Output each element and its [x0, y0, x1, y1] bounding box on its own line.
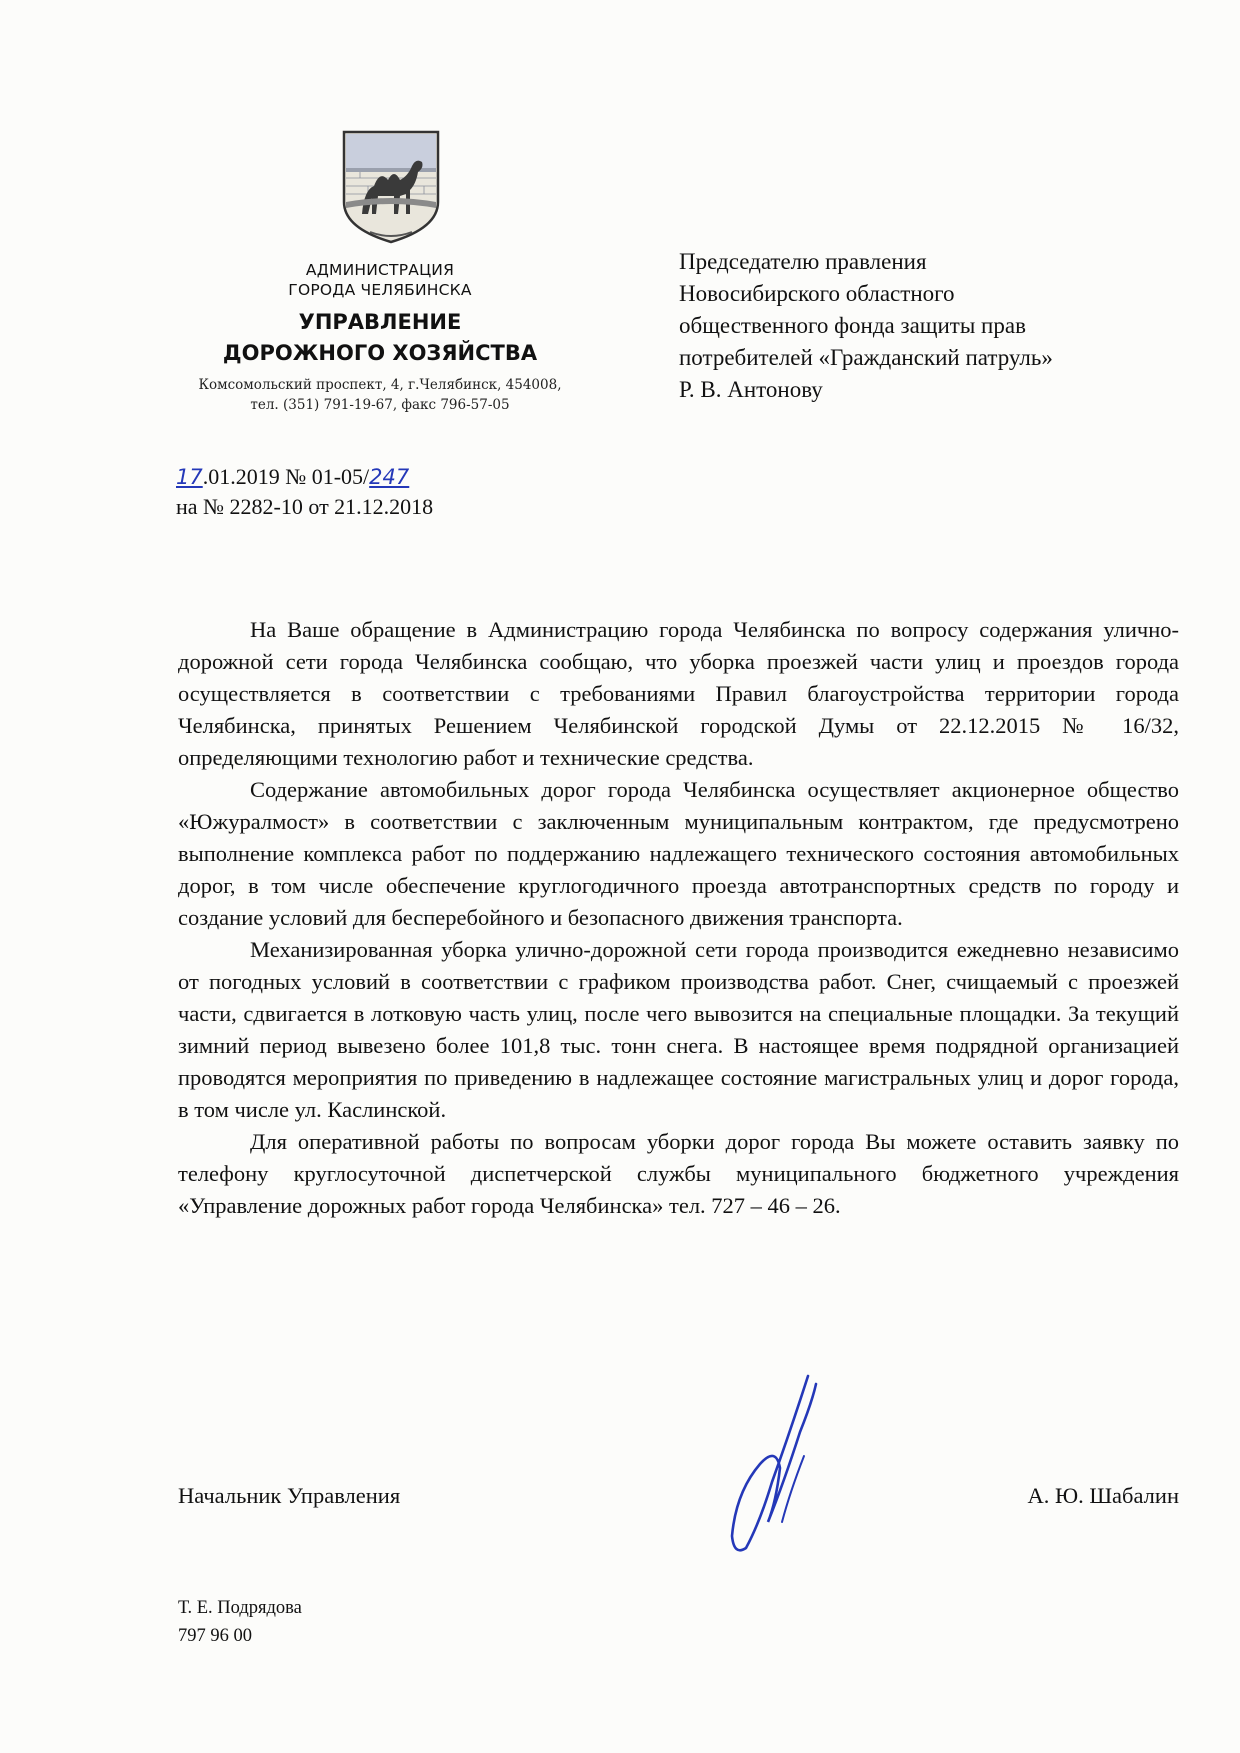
signer-title: Начальник Управления — [178, 1483, 401, 1508]
outgoing-date-number: .01.2019 № 01-05/ — [202, 464, 370, 489]
body-paragraph: Механизированная уборка улично-дорожной сети города производится ежедневно независимо от погодных условий в соответствии с графиком производства работ. Снег, счищаемый с проезжей части, сдвигается в лотковую часть улиц, после чего вывозится на специальные площадки. За текущий зимний период вывезено более 101,8 тыс. тонн снега. В настоящее время подрядной организацией проводятся мероприятия по приведению в надлежащее состояние магистральных улиц и дорог города, в том числе ул. Каслинской. — [178, 937, 1179, 1122]
outgoing-number-line — [176, 462, 433, 492]
administration-line-1: АДМИНИСТРАЦИЯ — [305, 261, 455, 279]
addressee-line: Председателю правления — [679, 249, 927, 274]
addressee-line: Р. В. Антонову — [679, 377, 823, 402]
document-reference — [176, 462, 433, 522]
handwritten-day: 17 — [176, 465, 203, 489]
letter-body — [178, 614, 1179, 1222]
signer-name: А. Ю. Шабалин — [1027, 1483, 1179, 1508]
addressee-line: общественного фонда защиты прав — [679, 313, 1026, 338]
addressee-line: Новосибирского областного — [679, 281, 955, 306]
executor-block — [178, 1594, 302, 1650]
handwritten-signature — [720, 1372, 830, 1558]
body-paragraph: На Ваше обращение в Администрацию города Челябинска по вопросу содержания улично-дорожной сети города Челябинска сообщаю, что уборка проезжей части улиц и проездов города осуществляется в соответствии с требованиями Правил благоустройства территории города Челябинска, принятых Решением Челябинской городской Думы от 22.12.2015 № 16/32, определяющими технологию работ и технические средства. — [178, 617, 1179, 770]
handwritten-number: 247 — [369, 465, 410, 489]
executor-name: Т. Е. Подрядова — [178, 1598, 302, 1618]
sender-organization-block — [170, 260, 590, 415]
addressee-block — [679, 246, 1149, 406]
body-paragraph: Содержание автомобильных дорог города Челябинска осуществляет акционерное общество «Южуралмост» в соответствии с заключенным муниципальным контрактом, где предусмотрено выполнение комплекса работ по поддержанию надлежащего технического состояния автомобильных дорог, в том числе обеспечение круглогодичного проезда автотранспортных средств по городу и создание условий для бесперебойного и безопасного движения транспорта. — [178, 777, 1179, 930]
addressee-line: потребителей «Гражданский патруль» — [679, 345, 1053, 370]
sender-phones: тел. (351) 791-19-67, факс 796-57-05 — [250, 397, 510, 413]
department-name-line-2: ДОРОЖНОГО ХОЗЯЙСТВА — [222, 341, 538, 365]
department-name-line-1: УПРАВЛЕНИЕ — [298, 310, 462, 334]
body-paragraph: Для оперативной работы по вопросам уборки дорог города Вы можете оставить заявку по телефону круглосуточной диспетчерской службы муниципального бюджетного учреждения «Управление дорожных работ города Челябинска» тел. 727 – 46 – 26. — [178, 1129, 1179, 1218]
executor-phone: 797 96 00 — [178, 1626, 252, 1646]
reply-to-reference: на № 2282-10 от 21.12.2018 — [176, 494, 434, 519]
administration-line-2: ГОРОДА ЧЕЛЯБИНСКА — [288, 281, 472, 299]
coat-of-arms-camel-icon — [340, 128, 442, 246]
sender-address: Комсомольский проспект, 4, г.Челябинск, 454008, — [198, 377, 562, 393]
signature-row — [178, 1480, 1179, 1512]
